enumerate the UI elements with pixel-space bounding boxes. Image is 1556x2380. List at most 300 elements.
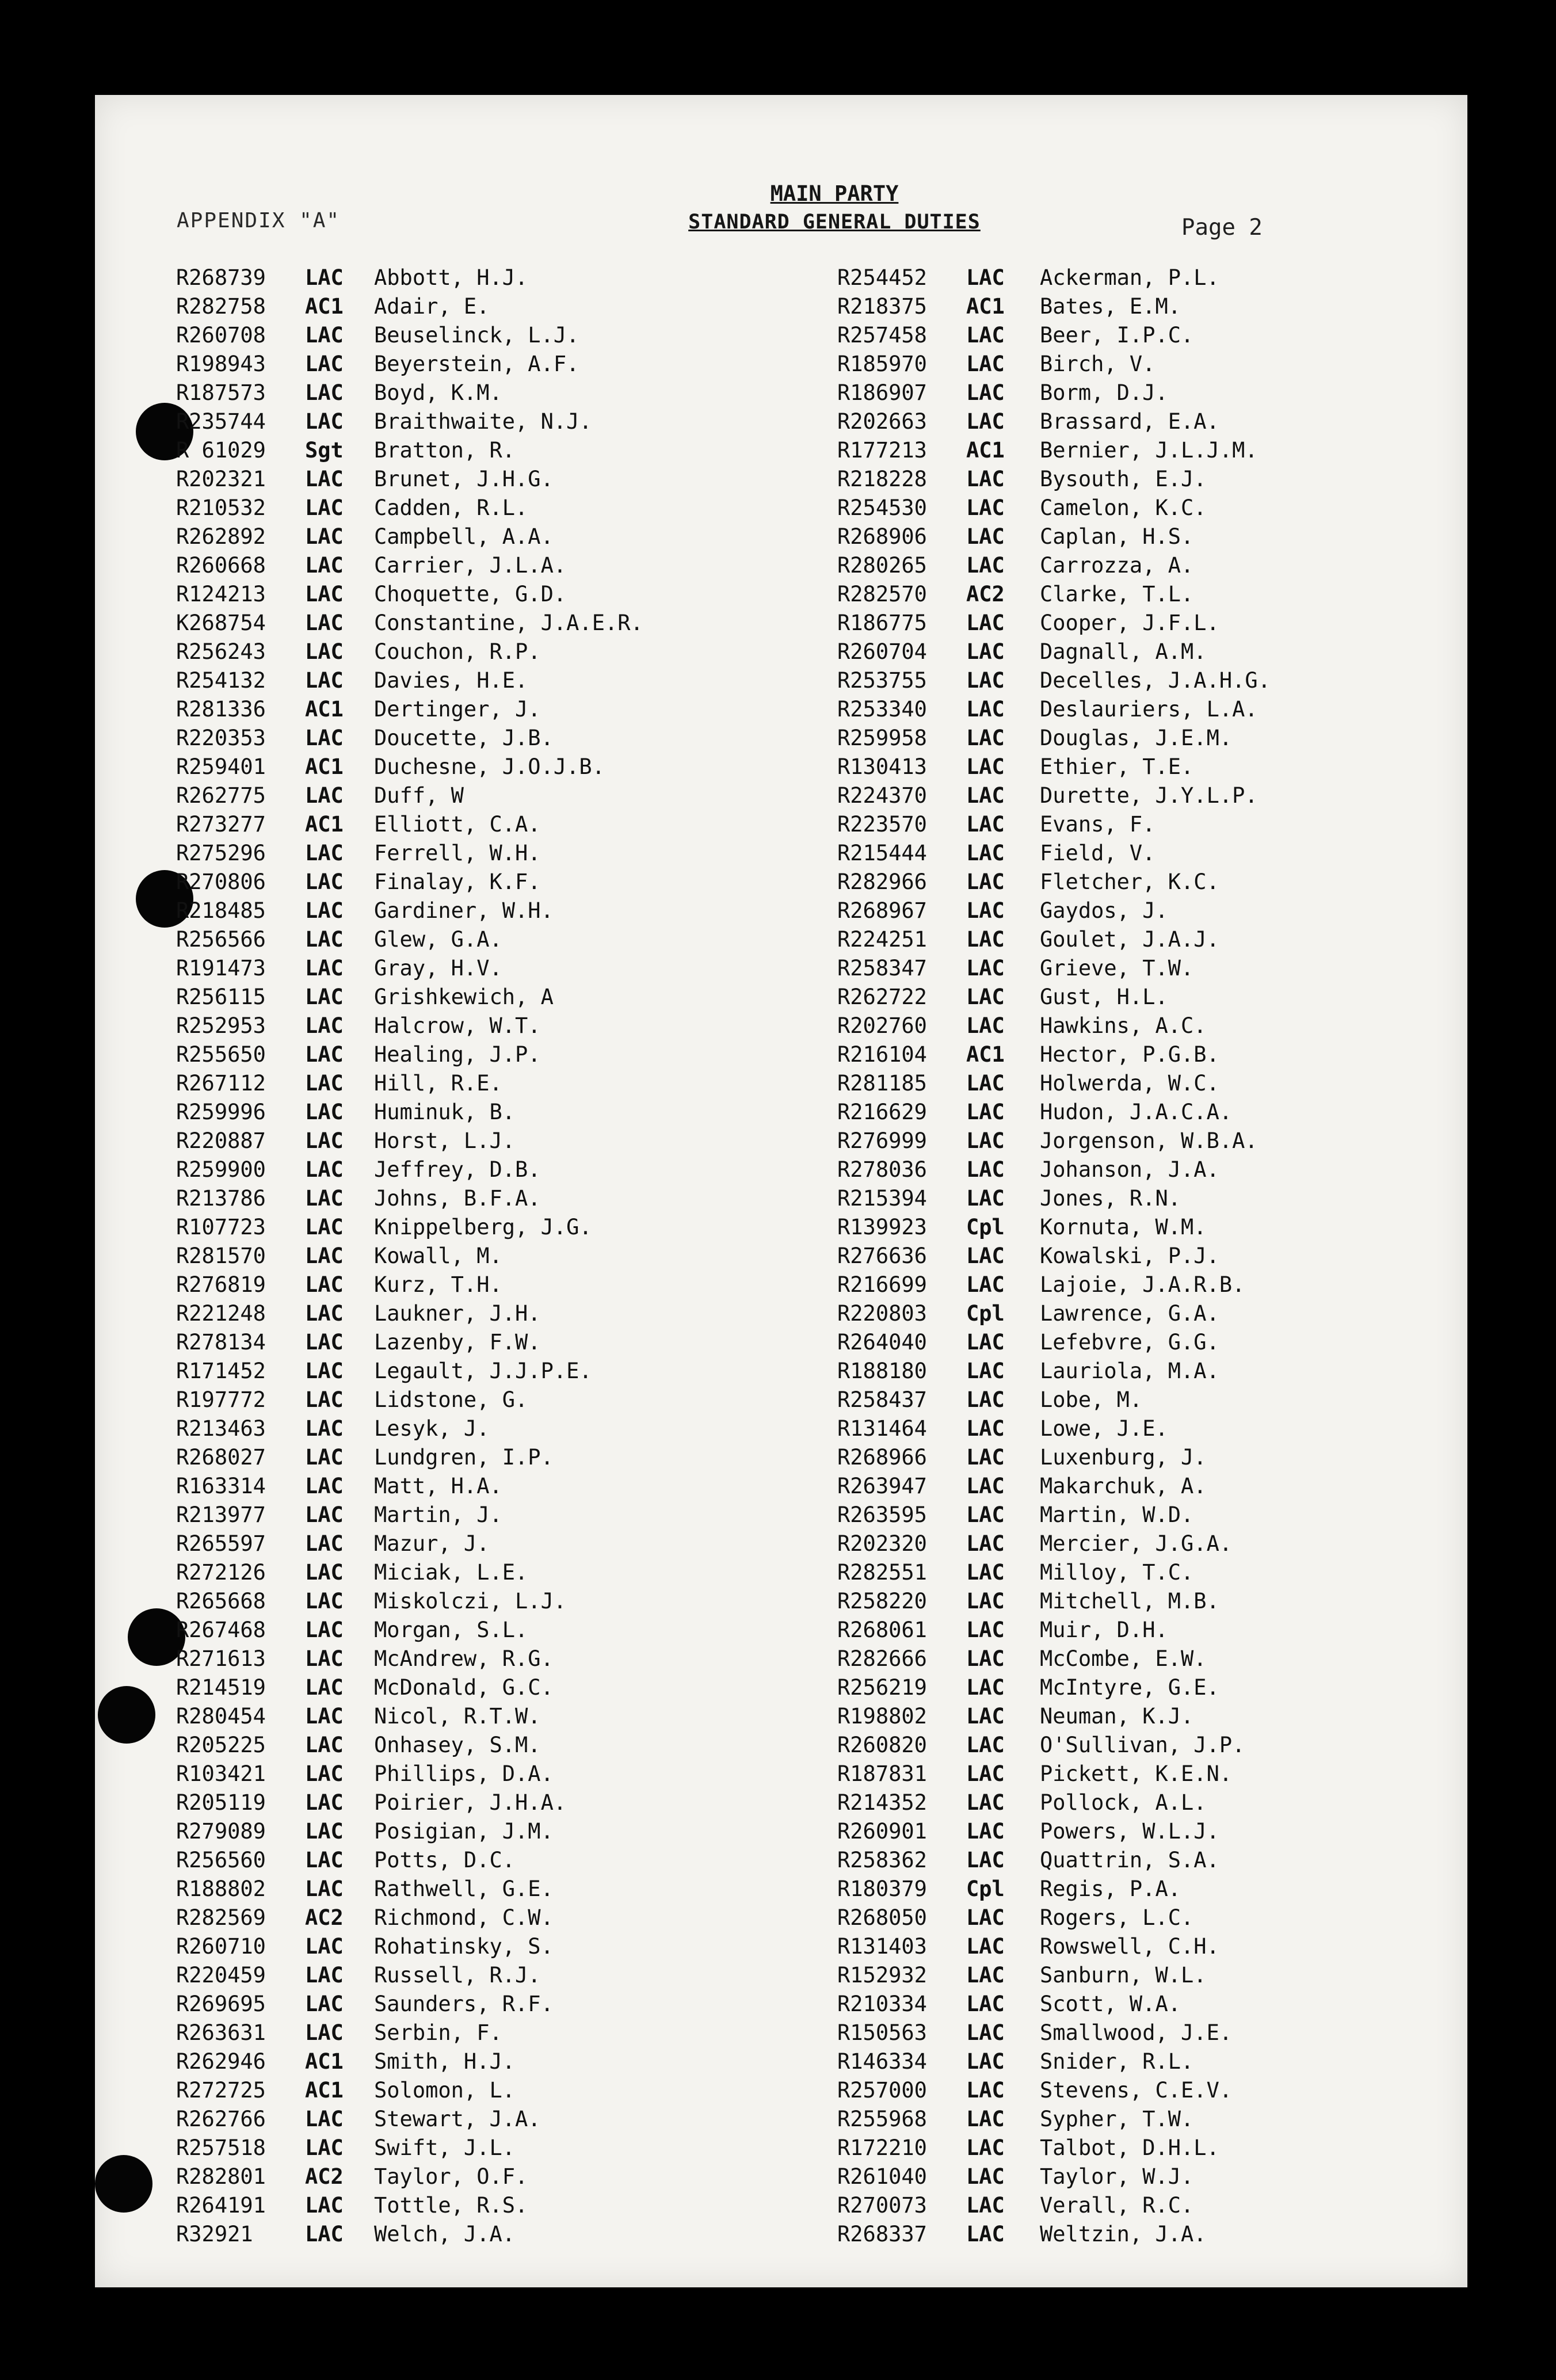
rank: LAC (966, 611, 1005, 635)
person-name: Gray, H.V. (374, 956, 502, 981)
person-name: Rathwell, G.E. (374, 1876, 554, 1901)
service-number: R262892 (176, 524, 266, 549)
service-number: R268337 (837, 2222, 927, 2246)
service-number: R265668 (176, 1589, 266, 1614)
rank: LAC (966, 1387, 1005, 1412)
person-name: McDonald, G.C. (374, 1675, 554, 1700)
rank: LAC (966, 2135, 1005, 2160)
service-number: R275296 (176, 841, 266, 865)
rank: LAC (966, 409, 1005, 434)
rank: LAC (966, 985, 1005, 1009)
service-number: R260820 (837, 1733, 927, 1757)
person-name: Rogers, L.C. (1040, 1905, 1194, 1930)
rank: AC1 (305, 2078, 344, 2103)
person-name: Smallwood, J.E. (1040, 2020, 1233, 2045)
service-number: R262775 (176, 783, 266, 808)
service-number: R216629 (837, 1100, 927, 1124)
service-number: R146334 (837, 2049, 927, 2074)
service-number: R124213 (176, 582, 266, 607)
rank: LAC (305, 1992, 344, 2016)
service-number: R210334 (837, 1992, 927, 2016)
service-number: R216699 (837, 1272, 927, 1297)
person-name: Milloy, T.C. (1040, 1560, 1194, 1585)
rank: LAC (305, 380, 344, 405)
service-number: R163314 (176, 1474, 266, 1498)
service-number: R273277 (176, 812, 266, 837)
service-number: R131403 (837, 1934, 927, 1959)
person-name: Beer, I.P.C. (1040, 323, 1194, 348)
service-number: R268966 (837, 1445, 927, 1470)
person-name: Adair, E. (374, 294, 490, 319)
service-number: R282569 (176, 1905, 266, 1930)
rank: LAC (305, 1359, 344, 1383)
person-name: Deslauriers, L.A. (1040, 697, 1258, 722)
service-number: R254452 (837, 265, 927, 290)
rank: LAC (966, 380, 1005, 405)
rank: LAC (966, 1704, 1005, 1729)
service-number: R270073 (837, 2193, 927, 2218)
person-name: Pollock, A.L. (1040, 1790, 1207, 1815)
service-number: R214352 (837, 1790, 927, 1815)
person-name: Martin, W.D. (1040, 1502, 1194, 1527)
service-number: R107723 (176, 1215, 266, 1239)
rank: LAC (966, 1848, 1005, 1872)
person-name: Choquette, G.D. (374, 582, 567, 607)
person-name: Matt, H.A. (374, 1474, 502, 1498)
service-number: R218228 (837, 467, 927, 491)
person-name: Douglas, J.E.M. (1040, 726, 1233, 750)
person-name: Mazur, J. (374, 1531, 490, 1556)
rank: LAC (966, 869, 1005, 894)
person-name: Lundgren, I.P. (374, 1445, 554, 1470)
person-name: Bates, E.M. (1040, 294, 1181, 319)
rank: LAC (966, 812, 1005, 837)
service-number: R213786 (176, 1186, 266, 1211)
service-number: R256219 (837, 1675, 927, 1700)
rank: LAC (966, 1819, 1005, 1844)
service-number: R263947 (837, 1474, 927, 1498)
rank: LAC (966, 2164, 1005, 2189)
rank: LAC (305, 1013, 344, 1038)
person-name: Serbin, F. (374, 2020, 502, 2045)
person-name: Holwerda, W.C. (1040, 1071, 1219, 1096)
service-number: R282966 (837, 869, 927, 894)
rank: LAC (966, 2049, 1005, 2074)
rank: LAC (305, 1128, 344, 1153)
rank: AC1 (305, 2049, 344, 2074)
person-name: Glew, G.A. (374, 927, 502, 952)
rank: LAC (305, 1848, 344, 1872)
service-number: R220459 (176, 1963, 266, 1988)
service-number: R218485 (176, 898, 266, 923)
service-number: R197772 (176, 1387, 266, 1412)
rank: LAC (966, 639, 1005, 664)
service-number: R255968 (837, 2107, 927, 2131)
service-number: R130413 (837, 754, 927, 779)
rank: LAC (966, 2107, 1005, 2131)
person-name: Beyerstein, A.F. (374, 352, 579, 376)
rank: LAC (305, 265, 344, 290)
rank: Cpl (966, 1876, 1005, 1901)
service-number: R271613 (176, 1646, 266, 1671)
person-name: Lesyk, J. (374, 1416, 490, 1441)
rank: AC2 (305, 2164, 344, 2189)
service-number: R202320 (837, 1531, 927, 1556)
service-number: R205225 (176, 1733, 266, 1757)
service-number: R205119 (176, 1790, 266, 1815)
person-name: Jeffrey, D.B. (374, 1157, 541, 1182)
person-name: Lobe, M. (1040, 1387, 1143, 1412)
person-name: Dagnall, A.M. (1040, 639, 1207, 664)
rank: LAC (305, 1474, 344, 1498)
rank: LAC (966, 697, 1005, 722)
service-number: R257000 (837, 2078, 927, 2103)
service-number: R276819 (176, 1272, 266, 1297)
rank: AC1 (305, 812, 344, 837)
rank: LAC (966, 1790, 1005, 1815)
person-name: Doucette, J.B. (374, 726, 554, 750)
person-name: Ethier, T.E. (1040, 754, 1194, 779)
rank: LAC (966, 1905, 1005, 1930)
service-number: R276636 (837, 1244, 927, 1268)
rank: LAC (966, 783, 1005, 808)
rank: LAC (966, 323, 1005, 348)
person-name: Horst, L.J. (374, 1128, 516, 1153)
person-name: Mercier, J.G.A. (1040, 1531, 1233, 1556)
rank: LAC (305, 956, 344, 981)
person-name: Hill, R.E. (374, 1071, 502, 1096)
rank: AC1 (305, 697, 344, 722)
service-number: R256566 (176, 927, 266, 952)
service-number: R214519 (176, 1675, 266, 1700)
person-name: Sypher, T.W. (1040, 2107, 1194, 2131)
rank: LAC (966, 265, 1005, 290)
service-number: R264040 (837, 1330, 927, 1355)
service-number: R254132 (176, 668, 266, 693)
rank: LAC (305, 1244, 344, 1268)
rank: Sgt (305, 438, 344, 463)
person-name: Boyd, K.M. (374, 380, 502, 405)
rank: LAC (305, 1272, 344, 1297)
person-name: Bysouth, E.J. (1040, 467, 1207, 491)
person-name: Phillips, D.A. (374, 1761, 554, 1786)
service-number: R235744 (176, 409, 266, 434)
person-name: Hudon, J.A.C.A. (1040, 1100, 1233, 1124)
service-number: R256560 (176, 1848, 266, 1872)
rank: LAC (305, 1445, 344, 1470)
rank: LAC (966, 1675, 1005, 1700)
rank: LAC (966, 1761, 1005, 1786)
person-name: Birch, V. (1040, 352, 1155, 376)
rank: LAC (305, 1560, 344, 1585)
person-name: Russell, R.J. (374, 1963, 541, 1988)
person-name: Bratton, R. (374, 438, 516, 463)
rank: LAC (305, 2222, 344, 2246)
rank: LAC (966, 754, 1005, 779)
person-name: McIntyre, G.E. (1040, 1675, 1219, 1700)
person-name: Kowalski, P.J. (1040, 1244, 1219, 1268)
person-name: Goulet, J.A.J. (1040, 927, 1219, 952)
person-name: Kornuta, W.M. (1040, 1215, 1207, 1239)
person-name: Decelles, J.A.H.G. (1040, 668, 1271, 693)
service-number: R281336 (176, 697, 266, 722)
service-number: R220353 (176, 726, 266, 750)
person-name: Constantine, J.A.E.R. (374, 611, 643, 635)
rank: LAC (305, 1215, 344, 1239)
rank: LAC (305, 1646, 344, 1671)
rank: LAC (305, 1963, 344, 1988)
rank: LAC (966, 1992, 1005, 2016)
person-name: Ackerman, P.L. (1040, 265, 1219, 290)
service-number: R262946 (176, 2049, 266, 2074)
service-number: R259996 (176, 1100, 266, 1124)
rank: LAC (966, 1013, 1005, 1038)
person-name: Johanson, J.A. (1040, 1157, 1219, 1182)
person-name: O'Sullivan, J.P. (1040, 1733, 1245, 1757)
person-name: Richmond, C.W. (374, 1905, 554, 1930)
service-number: R202760 (837, 1013, 927, 1038)
rank: LAC (966, 1100, 1005, 1124)
service-number: R281570 (176, 1244, 266, 1268)
service-number: R215444 (837, 841, 927, 865)
service-number: R282758 (176, 294, 266, 319)
rank: LAC (305, 1071, 344, 1096)
rank: LAC (305, 927, 344, 952)
person-name: Solomon, L. (374, 2078, 516, 2103)
appendix-label: APPENDIX "A" (177, 209, 341, 232)
rank: LAC (305, 1761, 344, 1786)
service-number: R276999 (837, 1128, 927, 1153)
rank: LAC (966, 1474, 1005, 1498)
person-name: Lawrence, G.A. (1040, 1301, 1219, 1326)
service-number: R268906 (837, 524, 927, 549)
service-number: R282666 (837, 1646, 927, 1671)
person-name: Dertinger, J. (374, 697, 541, 722)
person-name: Onhasey, S.M. (374, 1733, 541, 1757)
service-number: R202663 (837, 409, 927, 434)
service-number: R256243 (176, 639, 266, 664)
rank: LAC (966, 1272, 1005, 1297)
person-name: Ferrell, W.H. (374, 841, 541, 865)
service-number: R280265 (837, 553, 927, 578)
rank: LAC (305, 1704, 344, 1729)
service-number: R260708 (176, 323, 266, 348)
service-number: R260704 (837, 639, 927, 664)
rank: LAC (966, 1560, 1005, 1585)
person-name: Hawkins, A.C. (1040, 1013, 1207, 1038)
rank: LAC (966, 2222, 1005, 2246)
rank: LAC (305, 524, 344, 549)
rank: AC1 (305, 294, 344, 319)
service-number: R224251 (837, 927, 927, 952)
rank: LAC (966, 1071, 1005, 1096)
rank: LAC (966, 467, 1005, 491)
person-name: Saunders, R.F. (374, 1992, 554, 2016)
service-number: R188802 (176, 1876, 266, 1901)
rank: LAC (305, 409, 344, 434)
rank: AC1 (305, 754, 344, 779)
service-number: R186775 (837, 611, 927, 635)
person-name: Smith, H.J. (374, 2049, 516, 2074)
service-number: R281185 (837, 1071, 927, 1096)
service-number: R260668 (176, 553, 266, 578)
rank: LAC (305, 639, 344, 664)
rank: AC2 (966, 582, 1005, 607)
service-number: R267112 (176, 1071, 266, 1096)
rank: LAC (305, 869, 344, 894)
service-number: R268967 (837, 898, 927, 923)
service-number: R259958 (837, 726, 927, 750)
service-number: R 61029 (176, 438, 266, 463)
rank: LAC (305, 1330, 344, 1355)
service-number: R139923 (837, 1215, 927, 1239)
person-name: Cooper, J.F.L. (1040, 611, 1219, 635)
person-name: Swift, J.L. (374, 2135, 516, 2160)
rank: LAC (305, 1618, 344, 1642)
person-name: Caplan, H.S. (1040, 524, 1194, 549)
service-number: R32921 (176, 2222, 253, 2246)
person-name: Welch, J.A. (374, 2222, 516, 2246)
rank: LAC (305, 582, 344, 607)
rank: LAC (305, 2107, 344, 2131)
person-name: Gardiner, W.H. (374, 898, 554, 923)
person-name: Talbot, D.H.L. (1040, 2135, 1219, 2160)
person-name: Morgan, S.L. (374, 1618, 528, 1642)
person-name: Poirier, J.H.A. (374, 1790, 567, 1815)
rank: LAC (305, 783, 344, 808)
service-number: R267468 (176, 1618, 266, 1642)
service-number: R270806 (176, 869, 266, 894)
person-name: Mitchell, M.B. (1040, 1589, 1219, 1614)
person-name: Lefebvre, G.G. (1040, 1330, 1219, 1355)
service-number: R259900 (176, 1157, 266, 1182)
rank: LAC (305, 726, 344, 750)
rank: LAC (305, 2193, 344, 2218)
person-name: Laukner, J.H. (374, 1301, 541, 1326)
person-name: Nicol, R.T.W. (374, 1704, 541, 1729)
service-number: R263595 (837, 1502, 927, 1527)
rank: LAC (966, 898, 1005, 923)
service-number: R260710 (176, 1934, 266, 1959)
person-name: Potts, D.C. (374, 1848, 516, 1872)
punch-hole (98, 1686, 155, 1744)
person-name: Brunet, J.H.G. (374, 467, 554, 491)
rank: LAC (966, 1445, 1005, 1470)
rank: AC1 (966, 438, 1005, 463)
rank: LAC (966, 1416, 1005, 1441)
service-number: R131464 (837, 1416, 927, 1441)
rank: LAC (305, 1416, 344, 1441)
service-number: R223570 (837, 812, 927, 837)
service-number: R215394 (837, 1186, 927, 1211)
rank: LAC (305, 553, 344, 578)
person-name: Miskolczi, L.J. (374, 1589, 567, 1614)
rank: LAC (305, 1733, 344, 1757)
person-name: Durette, J.Y.L.P. (1040, 783, 1258, 808)
person-name: Evans, F. (1040, 812, 1155, 837)
rank: LAC (305, 1387, 344, 1412)
rank: LAC (966, 726, 1005, 750)
person-name: Grishkewich, A (374, 985, 554, 1009)
service-number: R187573 (176, 380, 266, 405)
person-name: Sanburn, W.L. (1040, 1963, 1207, 1988)
service-number: R258437 (837, 1387, 927, 1412)
rank: LAC (966, 1128, 1005, 1153)
rank: LAC (966, 524, 1005, 549)
rank: LAC (966, 1733, 1005, 1757)
person-name: Gust, H.L. (1040, 985, 1168, 1009)
service-number: R213463 (176, 1416, 266, 1441)
person-name: Muir, D.H. (1040, 1618, 1168, 1642)
service-number: R268739 (176, 265, 266, 290)
person-name: Lajoie, J.A.R.B. (1040, 1272, 1245, 1297)
person-name: McCombe, E.W. (1040, 1646, 1207, 1671)
rank: LAC (305, 352, 344, 376)
person-name: Braithwaite, N.J. (374, 409, 592, 434)
rank: LAC (966, 1502, 1005, 1527)
rank: LAC (305, 611, 344, 635)
service-number: R220803 (837, 1301, 927, 1326)
rank: LAC (966, 1359, 1005, 1383)
person-name: Finalay, K.F. (374, 869, 541, 894)
service-number: R253755 (837, 668, 927, 693)
person-name: Taylor, O.F. (374, 2164, 528, 2189)
service-number: R282551 (837, 1560, 927, 1585)
rank: LAC (305, 1100, 344, 1124)
service-number: R191473 (176, 956, 266, 981)
service-number: R185970 (837, 352, 927, 376)
person-name: Stevens, C.E.V. (1040, 2078, 1233, 2103)
service-number: R261040 (837, 2164, 927, 2189)
rank: LAC (966, 1531, 1005, 1556)
person-name: Field, V. (1040, 841, 1155, 865)
person-name: Knippelberg, J.G. (374, 1215, 592, 1239)
person-name: Regis, P.A. (1040, 1876, 1181, 1901)
rank: AC1 (966, 294, 1005, 319)
person-name: Snider, R.L. (1040, 2049, 1194, 2074)
person-name: Posigian, J.M. (374, 1819, 554, 1844)
service-number: R262766 (176, 2107, 266, 2131)
person-name: Carrier, J.L.A. (374, 553, 567, 578)
person-name: Stewart, J.A. (374, 2107, 541, 2131)
rank: LAC (966, 956, 1005, 981)
service-number: R278134 (176, 1330, 266, 1355)
service-number: R224370 (837, 783, 927, 808)
page-number: Page 2 (1181, 215, 1263, 241)
person-name: Hector, P.G.B. (1040, 1042, 1219, 1067)
rank: LAC (305, 1186, 344, 1211)
person-name: Grieve, T.W. (1040, 956, 1194, 981)
service-number: R198943 (176, 352, 266, 376)
person-name: Fletcher, K.C. (1040, 869, 1219, 894)
rank: LAC (305, 1819, 344, 1844)
service-number: R177213 (837, 438, 927, 463)
rank: Cpl (966, 1301, 1005, 1326)
rank: LAC (966, 1244, 1005, 1268)
rank: LAC (966, 1934, 1005, 1959)
person-name: Kowall, M. (374, 1244, 502, 1268)
person-name: Duchesne, J.O.J.B. (374, 754, 605, 779)
service-number: R262722 (837, 985, 927, 1009)
person-name: Cadden, R.L. (374, 495, 528, 520)
rank: LAC (305, 467, 344, 491)
punch-hole (95, 2155, 152, 2213)
person-name: Healing, J.P. (374, 1042, 541, 1067)
service-number: R213977 (176, 1502, 266, 1527)
service-number: R210532 (176, 495, 266, 520)
service-number: R103421 (176, 1761, 266, 1786)
rank: LAC (305, 1675, 344, 1700)
